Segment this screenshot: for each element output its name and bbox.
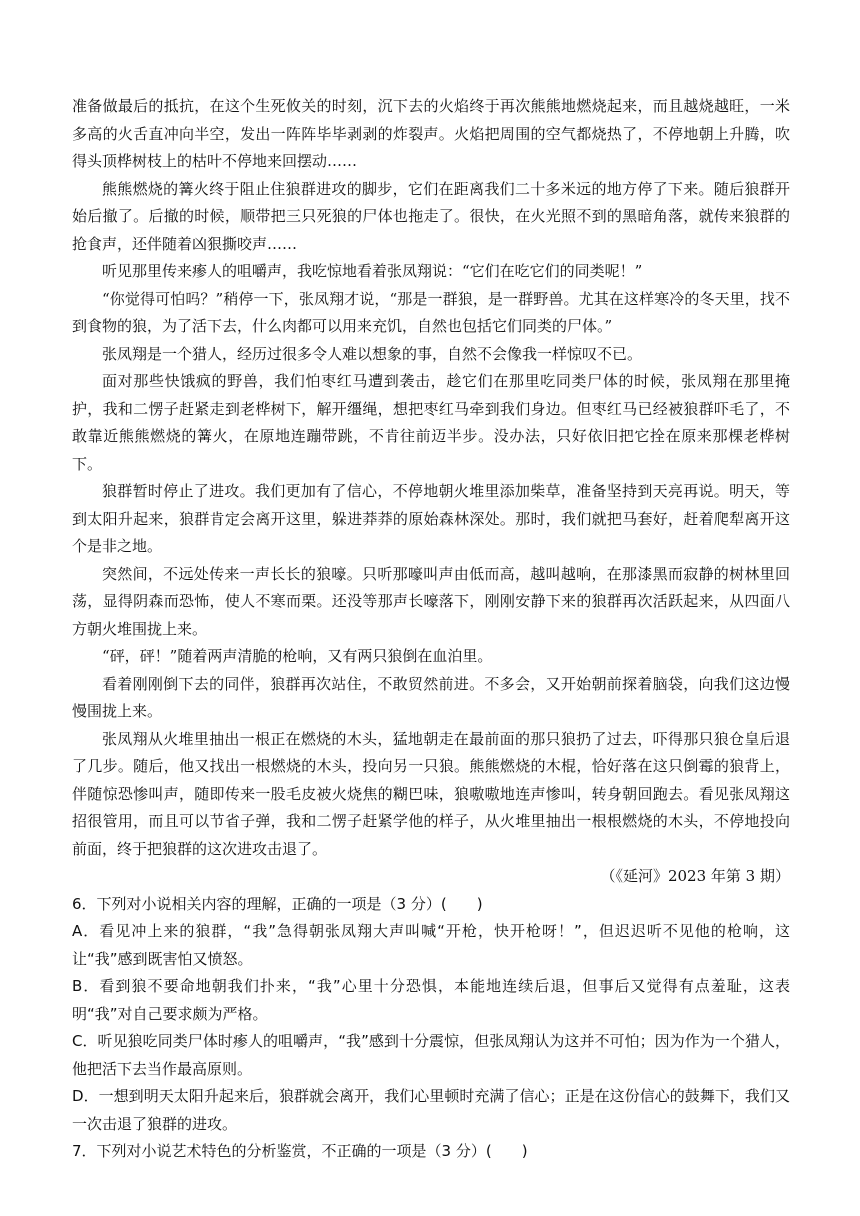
question-6-option-c: C．听见狼吃同类尸体时瘆人的咀嚼声，“我”感到十分震惊，但张凤翔认为这并不可怕；因为作为一个猎人，他把活下去当作最高原则。 bbox=[72, 1032, 790, 1078]
question-6-option-b: B．看到狼不要命地朝我们扑来，“我”心里十分恐惧，本能地连续后退，但事后又觉得有点羞耻，这表明“我”对自己要求颇为严格。 bbox=[72, 977, 790, 1023]
passage-paragraph-5: 张凤翔是一个猎人，经历过很多令人难以想象的事，自然不会像我一样惊叹不已。 bbox=[102, 344, 643, 363]
question-6-stem: 6．下列对小说相关内容的理解，正确的一项是（3 分）( ) bbox=[72, 894, 483, 913]
passage-paragraph-10: 看着刚刚倒下去的同伴，狼群再次站住，不敢贸然前进。不多会，又开始朝前探着脑袋，向我们这边慢慢围拢上来。 bbox=[72, 674, 790, 720]
question-6-option-a: A．看见冲上来的狼群，“我”急得朝张凤翔大声叫喊“开枪，快开枪呀！”，但迟迟听不见他的枪响，这让“我”感到既害怕又愤怒。 bbox=[72, 922, 790, 968]
source-citation: （《延河》2023 年第 3 期） bbox=[600, 867, 790, 885]
question-7-stem: 7．下列对小说艺术特色的分析鉴赏，不正确的一项是（3 分）( ) bbox=[72, 1142, 528, 1160]
passage-paragraph-8: 突然间，不远处传来一声长长的狼嚎。只听那嚎叫声由低而高，越叫越响，在那漆黑而寂静的树林里回荡，显得阴森而恐怖，使人不寒而栗。还没等那声长嚎落下，刚刚安静下来的狼群再次活跃起来，从四面八方朝火堆围拢上来。 bbox=[72, 564, 790, 638]
passage-paragraph-1: 准备做最后的抵抗，在这个生死攸关的时刻，沉下去的火焰终于再次熊熊地燃烧起来，而且越烧越旺，一米多高的火舌直冲向半空，发出一阵阵毕毕剥剥的炸裂声。火焰把周围的空气都烧热了，不停地朝上升腾，吹得头顶桦树枝上的枯叶不停地来回摆动…… bbox=[72, 97, 790, 170]
passage-paragraph-6: 面对那些快饿疯的野兽，我们怕枣红马遭到袭击，趁它们在那里吃同类尸体的时候，张凤翔在那里掩护，我和二愣子赶紧走到老桦树下，解开缰绳，想把枣红马牵到我们身边。但枣红马已经被狼群吓毛了，不敢靠近熊熊燃烧的篝火，在原地连蹦带跳，不肯往前迈半步。没办法，只好依旧把它拴在原来那棵老桦树下。 bbox=[72, 372, 790, 473]
passage-paragraph-2: 熊熊燃烧的篝火终于阻止住狼群进攻的脚步，它们在距离我们二十多米远的地方停了下来。随后狼群开始后撤了。后撤的时候，顺带把三只死狼的尸体也拖走了。很快，在火光照不到的黑暗角落，就传来狼群的抢食声，还伴随着凶狠撕咬声…… bbox=[72, 179, 790, 253]
passage-paragraph-11: 张凤翔从火堆里抽出一根正在燃烧的木头，猛地朝走在最前面的那只狼扔了过去，吓得那只狼仓皇后退了几步。随后，他又找出一根燃烧的木头，投向另一只狼。熊熊燃烧的木棍，恰好落在这只倒霉的狼背上，伴随惊恐惨叫声，随即传来一股毛皮被火烧焦的糊巴味，狼嗷嗷地连声惨叫，转身朝回跑去。看见张凤翔这招很管用，而且可以节省子弹，我和二愣子赶紧学他的样子，从火堆里抽出一根根燃烧的木头，不停地投向前面，终于把狼群的这次进攻击退了。 bbox=[72, 729, 790, 858]
passage-paragraph-9: “砰，砰！”随着两声清脆的枪响，又有两只狼倒在血泊里。 bbox=[102, 647, 493, 665]
passage-paragraph-3: 听见那里传来瘆人的咀嚼声，我吃惊地看着张凤翔说：“它们在吃它们的同类呢！” bbox=[102, 262, 643, 280]
passage-paragraph-4: “你觉得可怕吗？”稍停一下，张凤翔才说，“那是一群狼，是一群野兽。尤其在这样寒冷的冬天里，找不到食物的狼，为了活下去，什么肉都可以用来充饥，自然也包括它们同类的尸体。” bbox=[72, 289, 790, 335]
document-body bbox=[72, 93, 790, 1166]
question-6-option-d: D．一想到明天太阳升起来后，狼群就会离开，我们心里顿时充满了信心；正是在这份信心的鼓舞下，我们又一次击退了狼群的进攻。 bbox=[72, 1087, 790, 1133]
passage-paragraph-7: 狼群暂时停止了进攻。我们更加有了信心，不停地朝火堆里添加柴草，准备坚持到天亮再说。明天，等到太阳升起来，狼群肯定会离开这里，躲进莽莽的原始森林深处。那时，我们就把马套好，赶着爬犁离开这个是非之地。 bbox=[72, 482, 790, 555]
